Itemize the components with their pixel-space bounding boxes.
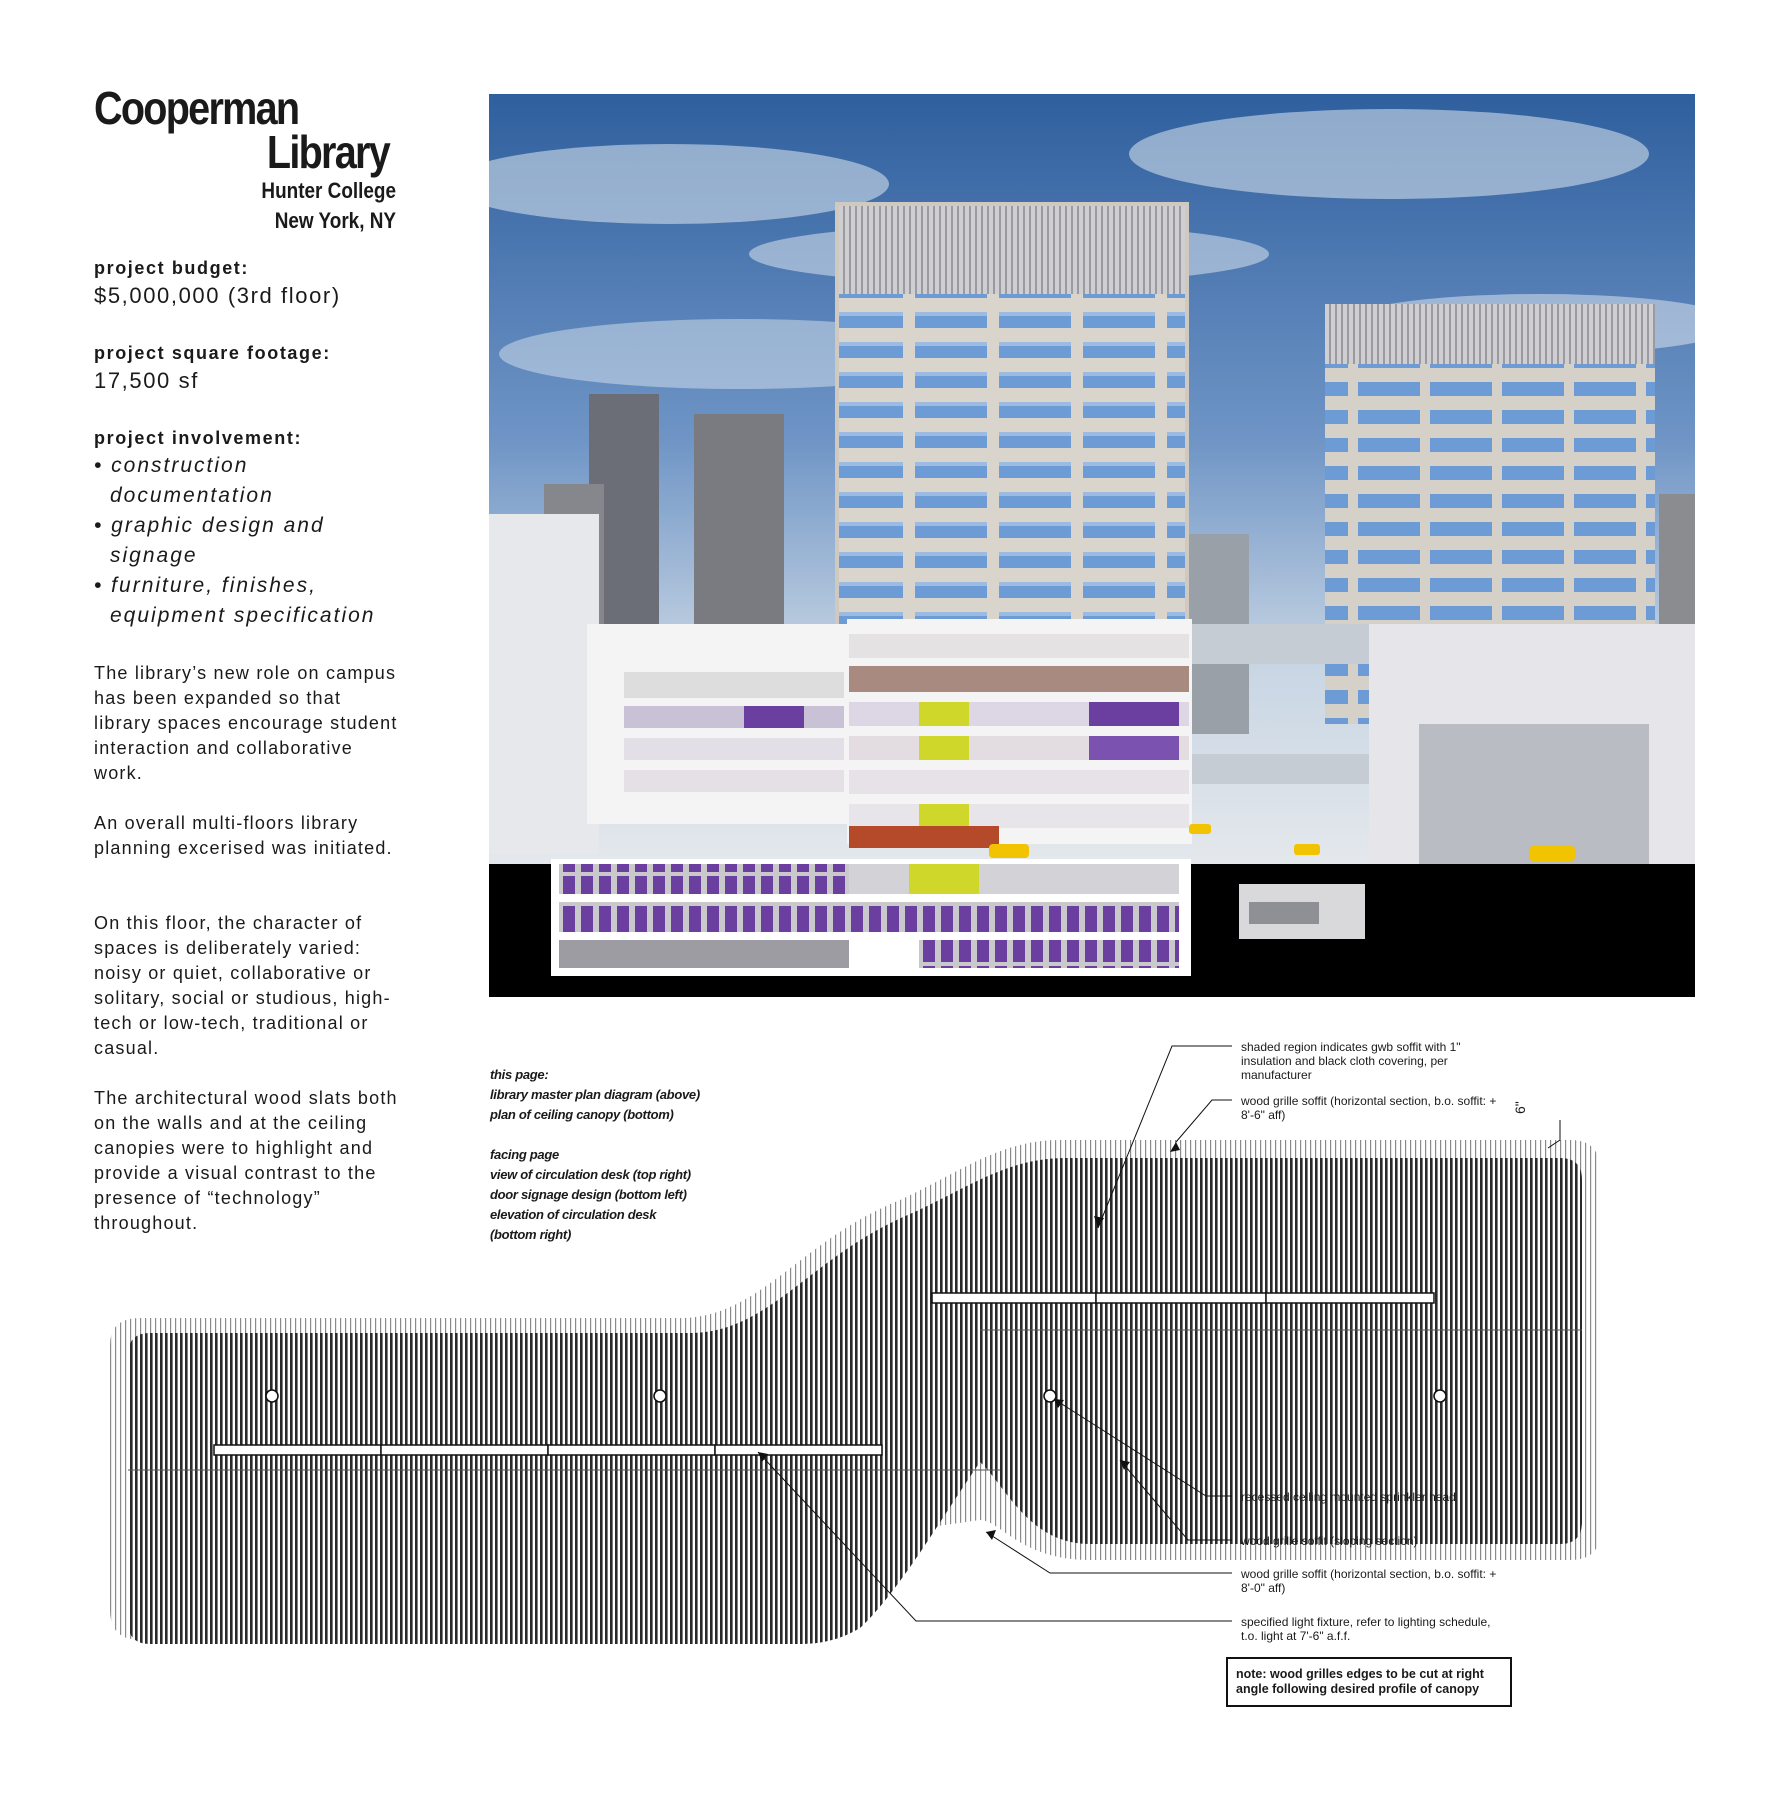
note-box: note: wood grilles edges to be cut at right angle following desired profile of canopy [1226,1657,1512,1707]
involvement-block [94,425,404,631]
caption-line: plan of ceiling canopy (bottom) [490,1107,674,1122]
footage-label: project square footage: [94,343,331,363]
college-name: Hunter College [261,178,396,203]
description-paragraph: The library’s new role on campus has been expanded so that library spaces encourage student interaction and collaborative work. [94,663,398,783]
building-section-illustration [489,94,1695,997]
project-title [94,82,389,178]
building-section-render [489,94,1695,997]
involvement-item: • furniture, finishes, equipment specification [94,574,376,627]
light-fixtures-upper [932,1293,1434,1303]
callout-sprinkler: recessed ceiling mounted sprinkler head [1241,1490,1456,1504]
budget-block [94,255,404,311]
budget-label: project budget: [94,258,249,278]
description-paragraph: An overall multi-floors library planning excerised was initiated. [94,813,393,858]
ceiling-canopy-plan [0,1000,1782,1800]
callout-sloping: wood grille soffit (sloping section) [1241,1534,1418,1548]
dimension-label: 6" [1512,1101,1528,1114]
description-paragraph: On this floor, the character of spaces is deliberately varied: noisy or quiet, collaborative or solitary, social or studious, high-tech or low-tech, traditional or casual. [94,913,391,1058]
caption-line: library master plan diagram (above) [490,1087,700,1102]
callout-shaded-region: shaded region indicates gwb soffit with 1" insulation and black cloth covering, per manufacturer [1241,1040,1461,1082]
footage-value: 17,500 sf [94,368,199,393]
title-line-2: Library [266,126,389,178]
involvement-item: • graphic design and signage [94,514,325,567]
title-line-1: Cooperman [94,82,299,134]
involvement-label: project involvement: [94,428,303,448]
callout-light-fixture: specified light fixture, refer to lighting schedule, t.o. light at 7'-6" a.f.f. [1241,1615,1491,1643]
caption-line: facing page [490,1147,559,1162]
involvement-item: • construction documentation [94,454,274,507]
budget-value: $5,000,000 (3rd floor) [94,283,341,308]
description-paragraph: The architectural wood slats both on the walls and at the ceiling canopies were to highlight and provide a visual contrast to the presence of “technology” throughout. [94,1088,398,1233]
caption-line: view of circulation desk (top right) [490,1167,691,1182]
project-location [136,176,396,236]
caption-line: this page: [490,1067,549,1082]
city-name: New York, NY [274,208,396,233]
callout-grille-top: wood grille soffit (horizontal section, b.o. soffit: + 8'-6" aff) [1241,1094,1497,1122]
light-fixtures-lower [214,1445,882,1455]
footage-block [94,340,404,396]
caption-line: elevation of circulation desk [490,1207,657,1222]
involvement-list [94,451,404,631]
callout-grille-bottom: wood grille soffit (horizontal section, b.o. soffit: + 8'-0" aff) [1241,1567,1497,1595]
caption-line: door signage design (bottom left) [490,1187,687,1202]
caption-line: (bottom right) [490,1227,571,1242]
